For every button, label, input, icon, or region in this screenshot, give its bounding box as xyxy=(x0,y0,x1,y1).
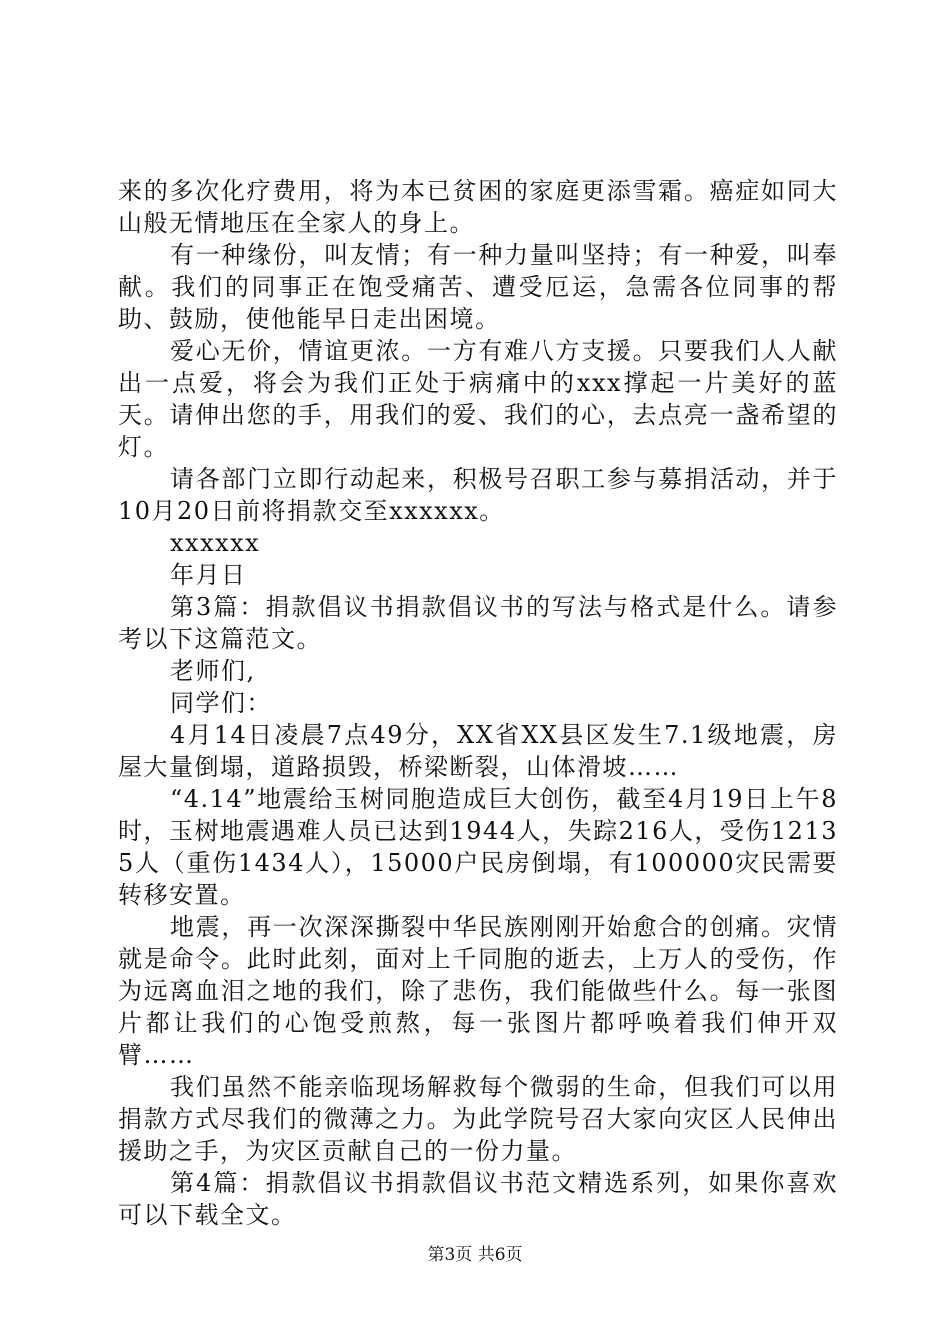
paragraph-call-to-action: 请各部门立即行动起来，积极号召职工参与募捐活动，并于10月20日前将捐款交至xxxxxx。 xyxy=(118,465,838,525)
paragraph-friendship: 有一种缘份，叫友情；有一种力量叫坚持；有一种爱，叫奉献。我们的同事正在饱受痛苦、遭受厄运，急需各位同事的帮助、鼓励，使他能早日走出困境。 xyxy=(118,241,838,333)
paragraph-earthquake-event: 4月14日凌晨7点49分，XX省XX县区发生7.1级地震，房屋大量倒塌，道路损毁，桥梁断裂，山体滑坡…… xyxy=(118,721,838,781)
paragraph-continuation: 来的多次化疗费用，将为本已贫困的家庭更添雪霜。癌症如同大山般无情地压在全家人的身上。 xyxy=(118,177,838,237)
salutation-teachers: 老师们, xyxy=(170,657,256,685)
salutation-students: 同学们： xyxy=(170,689,272,717)
paragraph-earthquake-casualties: “4.14”地震给玉树同胞造成巨大创伤，截至4月19日上午8时，玉树地震遇难人员已达到1944人，失踪216人，受伤12135人（重伤1434人），15000户民房倒塌，有100000灾民需要转移安置。 xyxy=(118,785,838,909)
signature-name: xxxxxx xyxy=(170,529,261,557)
paragraph-earthquake-pain: 地震，再一次深深撕裂中华民族刚刚开始愈合的创痛。灾情就是命令。此时此刻，面对上千同胞的逝去，上万人的受伤，作为远离血泪之地的我们，除了悲伤，我们能做些什么。每一张图片都让我们的心饱受煎熬，每一张图片都呼唤着我们伸开双臂…… xyxy=(118,913,838,1069)
paragraph-love-priceless: 爱心无价，情谊更浓。一方有难八方支援。只要我们人人献出一点爱，将会为我们正处于病痛中的xxx撑起一片美好的蓝天。请伸出您的手，用我们的爱、我们的心，去点亮一盏希望的灯。 xyxy=(118,337,838,461)
paragraph-donation-appeal: 我们虽然不能亲临现场解救每个微弱的生命，但我们可以用捐款方式尽我们的微薄之力。为此学院号召大家向灾区人民伸出援助之手，为灾区贡献自己的一份力量。 xyxy=(118,1073,838,1165)
document-body xyxy=(118,175,838,1231)
section-heading-4: 第4篇：捐款倡议书捐款倡议书范文精选系列，如果你喜欢可以下载全文。 xyxy=(118,1169,838,1229)
page-footer: 第3页 共6页 xyxy=(427,1245,523,1265)
section-heading-3: 第3篇：捐款倡议书捐款倡议书的写法与格式是什么。请参考以下这篇范文。 xyxy=(118,593,838,653)
signature-date: 年月日 xyxy=(170,561,247,589)
